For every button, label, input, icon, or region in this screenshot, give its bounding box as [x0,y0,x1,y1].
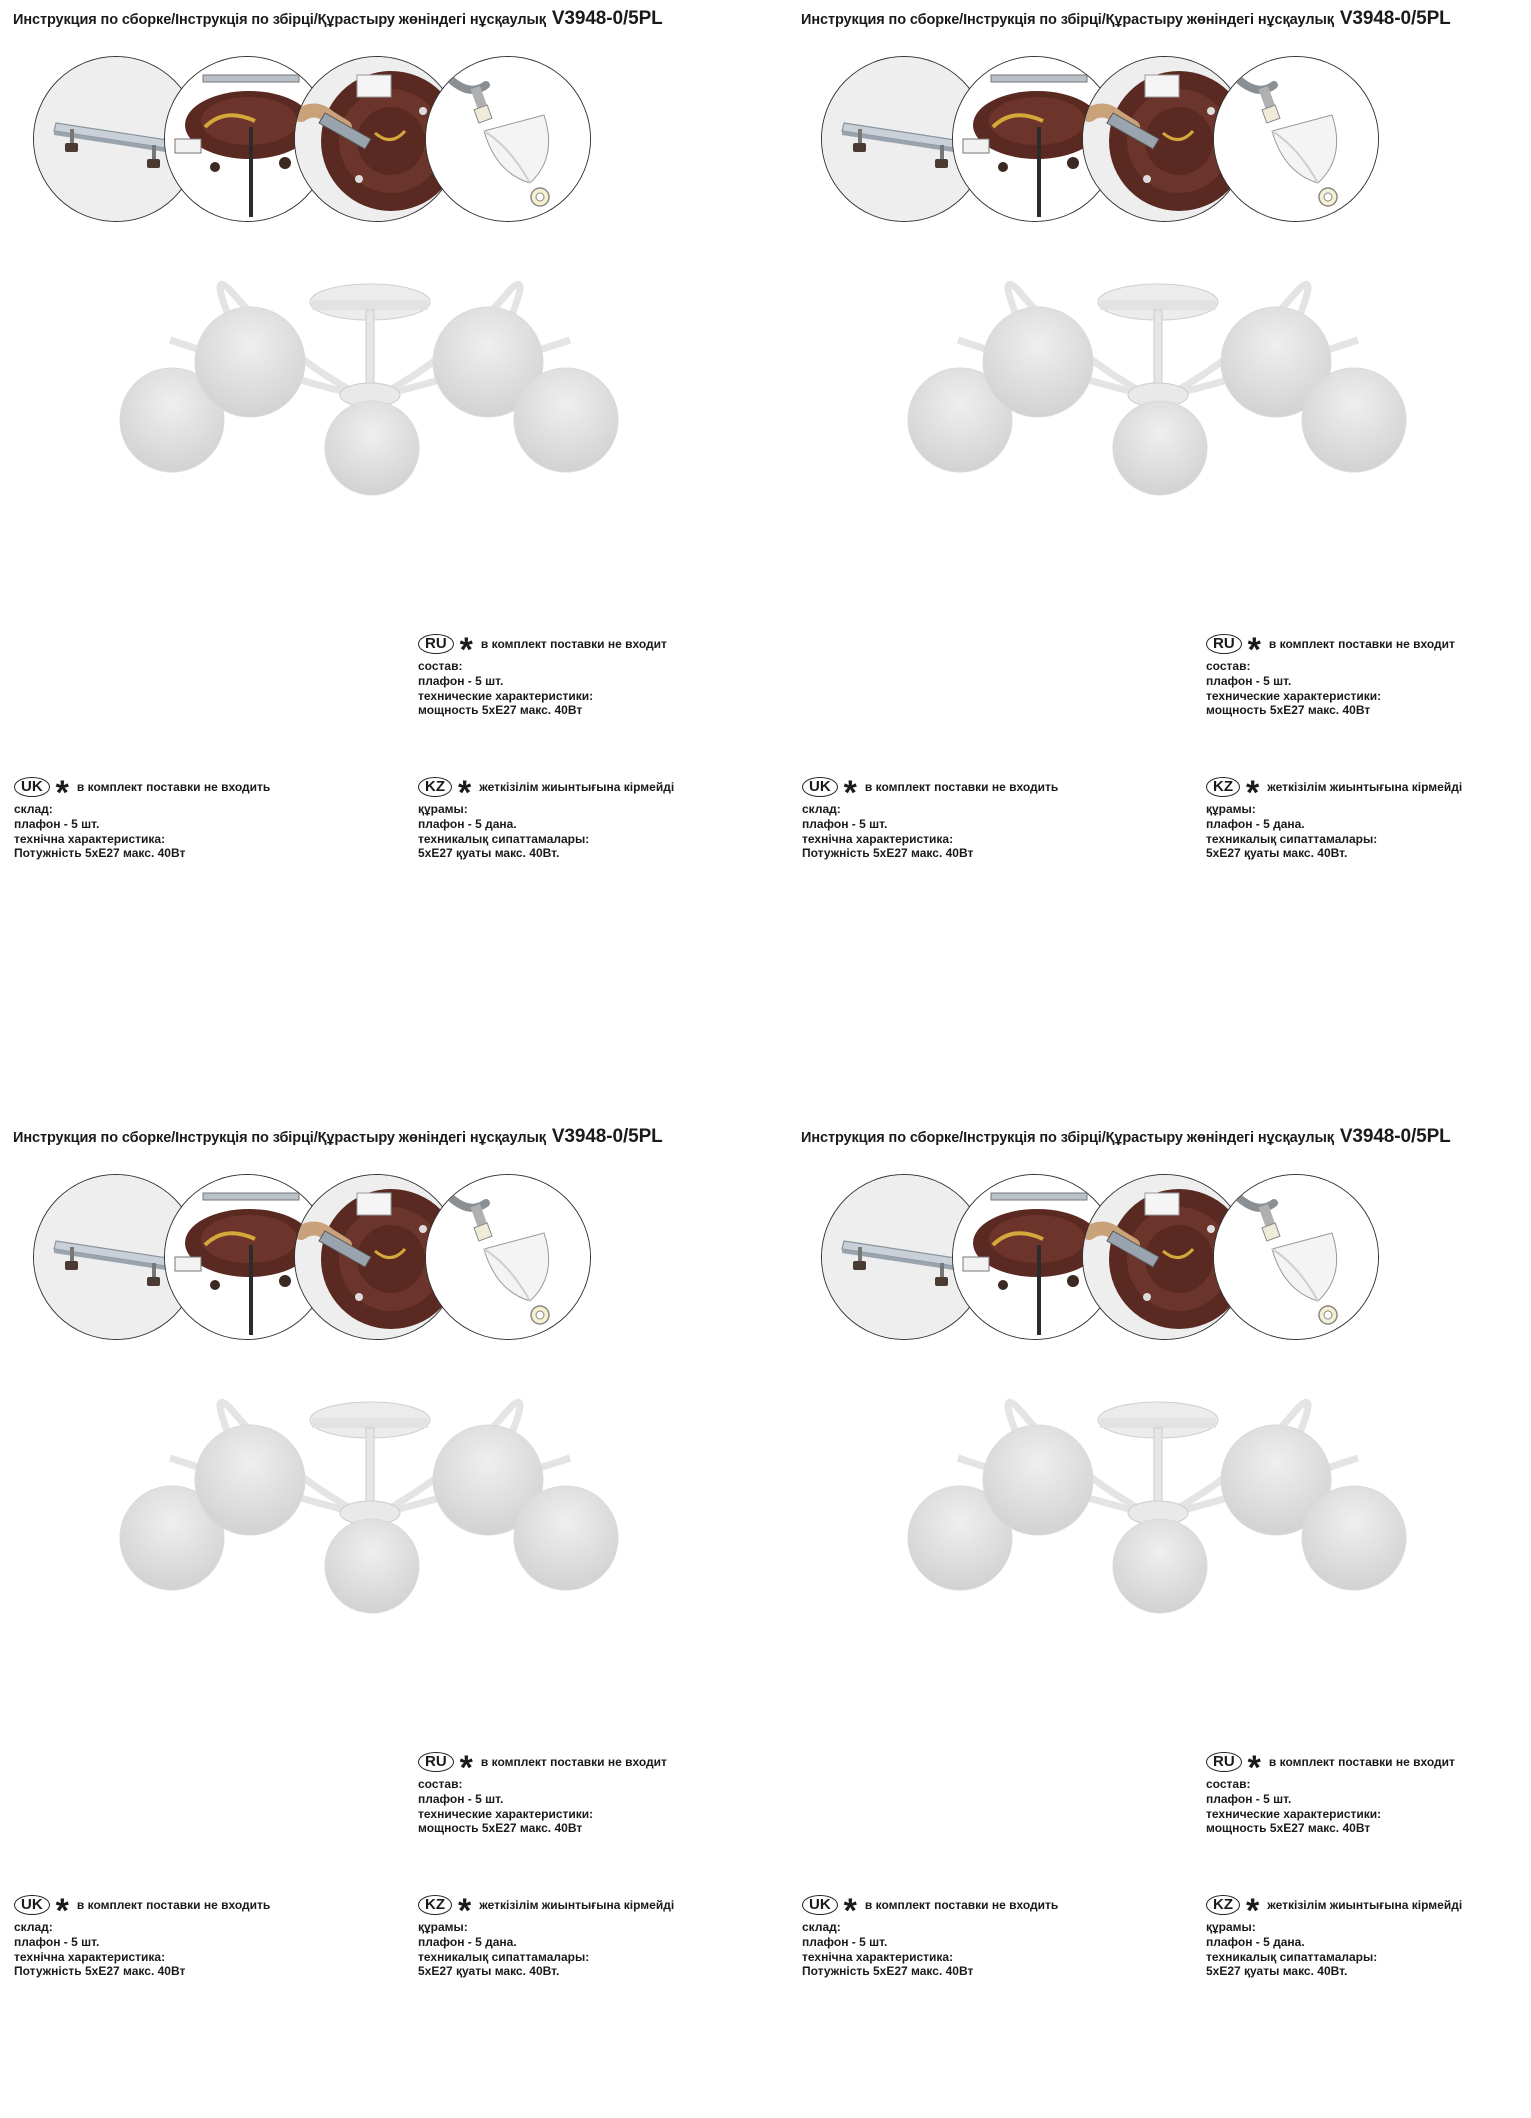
kz-line: техникалық сипаттамалары: [418,831,590,846]
shade-fitting-step-icon [1213,56,1379,222]
uk-line: плафон - 5 шт. [14,816,100,831]
ru-badge: RU [418,634,454,654]
title-text: Инструкция по сборке/Інструкція по збірці/Құрастыру жөніндегі нұсқаулық [13,1130,546,1146]
assembly-steps [788,56,1531,236]
model-number: V3948-0/5PL [551,8,663,29]
ru-badge: RU [1206,634,1242,654]
kz-line: плафон - 5 дана. [1206,1934,1305,1949]
kz-line: плафон - 5 дана. [1206,816,1305,831]
model-number: V3948-0/5PL [1339,1126,1451,1147]
uk-line: плафон - 5 шт. [14,1934,100,1949]
asterisk-icon: * [1246,1892,1260,1930]
ru-line: плафон - 5 шт. [1206,673,1292,688]
uk-line: Потужність 5хЕ27 макс. 40Вт [14,846,186,861]
ru-line: состав: [418,1777,463,1791]
ru-line: плафон - 5 шт. [418,673,504,688]
uk-line: склад: [14,802,53,816]
ru-badge: RU [418,1752,454,1772]
kz-note: жеткізілім жиынтығына кірмейді [1267,1897,1463,1912]
kz-badge: KZ [418,1895,452,1915]
asterisk-icon: * [1247,1749,1261,1787]
kz-note: жеткізілім жиынтығына кірмейді [479,1897,675,1912]
uk-badge: UK [14,1895,50,1915]
ru-line: состав: [1206,659,1251,673]
model-number: V3948-0/5PL [1339,8,1451,29]
chandelier-illustration [110,1388,650,1688]
kz-note: жеткізілім жиынтығына кірмейді [1267,779,1463,794]
uk-badge: UK [802,1895,838,1915]
kz-spec-block [1206,1893,1462,1979]
shade-fitting-step-icon [1213,1174,1379,1340]
instruction-sheet [0,1118,760,2118]
ru-note: в комплект поставки не входит [480,636,667,651]
ru-line: состав: [1206,1777,1251,1791]
assembly-steps [788,1174,1531,1354]
asterisk-icon: * [55,774,69,812]
uk-spec-block [802,775,1058,861]
ru-line: технические характеристики: [1206,688,1382,703]
uk-note: в комплект поставки не входить [76,1897,271,1912]
instruction-sheet [0,0,760,1000]
sheet-title [13,8,663,30]
kz-line: құрамы: [1206,802,1256,816]
uk-line: технічна характеристика: [14,1949,166,1964]
ru-spec-block [1206,1750,1455,1836]
ru-note: в комплект поставки не входит [1268,636,1455,651]
title-text: Инструкция по сборке/Інструкція по збірці/Құрастыру жөніндегі нұсқаулық [801,1130,1334,1146]
shade-fitting-step-icon [425,56,591,222]
kz-line: 5хЕ27 қуаты макс. 40Вт. [1206,1964,1348,1979]
uk-spec-block [802,1893,1058,1979]
asterisk-icon: * [55,1892,69,1930]
ru-line: состав: [418,659,463,673]
asterisk-icon: * [1247,631,1261,669]
ru-line: технические характеристики: [1206,1806,1382,1821]
assembly-steps [0,1174,760,1354]
uk-line: Потужність 5хЕ27 макс. 40Вт [802,846,974,861]
uk-line: склад: [14,1920,53,1934]
uk-line: склад: [802,1920,841,1934]
kz-line: плафон - 5 дана. [418,816,517,831]
kz-spec-block [418,775,674,861]
kz-note: жеткізілім жиынтығына кірмейді [479,779,675,794]
title-text: Инструкция по сборке/Інструкція по збірці/Құрастыру жөніндегі нұсқаулық [13,12,546,28]
uk-line: плафон - 5 шт. [802,816,888,831]
kz-badge: KZ [1206,1895,1240,1915]
ru-line: мощность 5хЕ27 макс. 40Вт [1206,1821,1371,1836]
uk-note: в комплект поставки не входить [76,779,271,794]
kz-badge: KZ [1206,777,1240,797]
ru-line: технические характеристики: [418,1806,594,1821]
model-number: V3948-0/5PL [551,1126,663,1147]
sheet-title [13,1126,663,1148]
asterisk-icon: * [843,1892,857,1930]
ru-badge: RU [1206,1752,1242,1772]
uk-note: в комплект поставки не входить [864,1897,1059,1912]
kz-line: техникалық сипаттамалары: [1206,1949,1378,1964]
uk-note: в комплект поставки не входить [864,779,1059,794]
uk-line: технічна характеристика: [802,1949,954,1964]
uk-badge: UK [802,777,838,797]
kz-line: құрамы: [1206,1920,1256,1934]
uk-line: Потужність 5хЕ27 макс. 40Вт [802,1964,974,1979]
asterisk-icon: * [459,631,473,669]
assembly-steps [0,56,760,236]
ru-line: плафон - 5 шт. [418,1791,504,1806]
chandelier-illustration [898,1388,1438,1688]
uk-line: Потужність 5хЕ27 макс. 40Вт [14,1964,186,1979]
kz-line: техникалық сипаттамалары: [1206,831,1378,846]
ru-line: технические характеристики: [418,688,594,703]
uk-spec-block [14,1893,270,1979]
instruction-sheet [788,1118,1531,2118]
kz-spec-block [418,1893,674,1979]
kz-line: құрамы: [418,802,468,816]
kz-spec-block [1206,775,1462,861]
ru-line: мощность 5хЕ27 макс. 40Вт [1206,703,1371,718]
ru-line: плафон - 5 шт. [1206,1791,1292,1806]
asterisk-icon: * [459,1749,473,1787]
uk-line: технічна характеристика: [14,831,166,846]
kz-line: техникалық сипаттамалары: [418,1949,590,1964]
shade-fitting-step-icon [425,1174,591,1340]
instruction-sheet [788,0,1531,1000]
uk-line: технічна характеристика: [802,831,954,846]
ru-spec-block [418,632,667,718]
asterisk-icon: * [1246,774,1260,812]
uk-line: склад: [802,802,841,816]
uk-badge: UK [14,777,50,797]
chandelier-illustration [898,270,1438,570]
kz-line: 5хЕ27 қуаты макс. 40Вт. [418,1964,560,1979]
ru-spec-block [418,1750,667,1836]
kz-line: плафон - 5 дана. [418,1934,517,1949]
sheet-title [801,8,1451,30]
kz-badge: KZ [418,777,452,797]
ru-spec-block [1206,632,1455,718]
ru-note: в комплект поставки не входит [1268,1754,1455,1769]
asterisk-icon: * [458,1892,472,1930]
kz-line: 5хЕ27 қуаты макс. 40Вт. [1206,846,1348,861]
asterisk-icon: * [843,774,857,812]
title-text: Инструкция по сборке/Інструкція по збірці/Құрастыру жөніндегі нұсқаулық [801,12,1334,28]
uk-line: плафон - 5 шт. [802,1934,888,1949]
asterisk-icon: * [458,774,472,812]
sheet-title [801,1126,1451,1148]
kz-line: құрамы: [418,1920,468,1934]
kz-line: 5хЕ27 қуаты макс. 40Вт. [418,846,560,861]
ru-line: мощность 5хЕ27 макс. 40Вт [418,703,583,718]
ru-note: в комплект поставки не входит [480,1754,667,1769]
chandelier-illustration [110,270,650,570]
uk-spec-block [14,775,270,861]
ru-line: мощность 5хЕ27 макс. 40Вт [418,1821,583,1836]
